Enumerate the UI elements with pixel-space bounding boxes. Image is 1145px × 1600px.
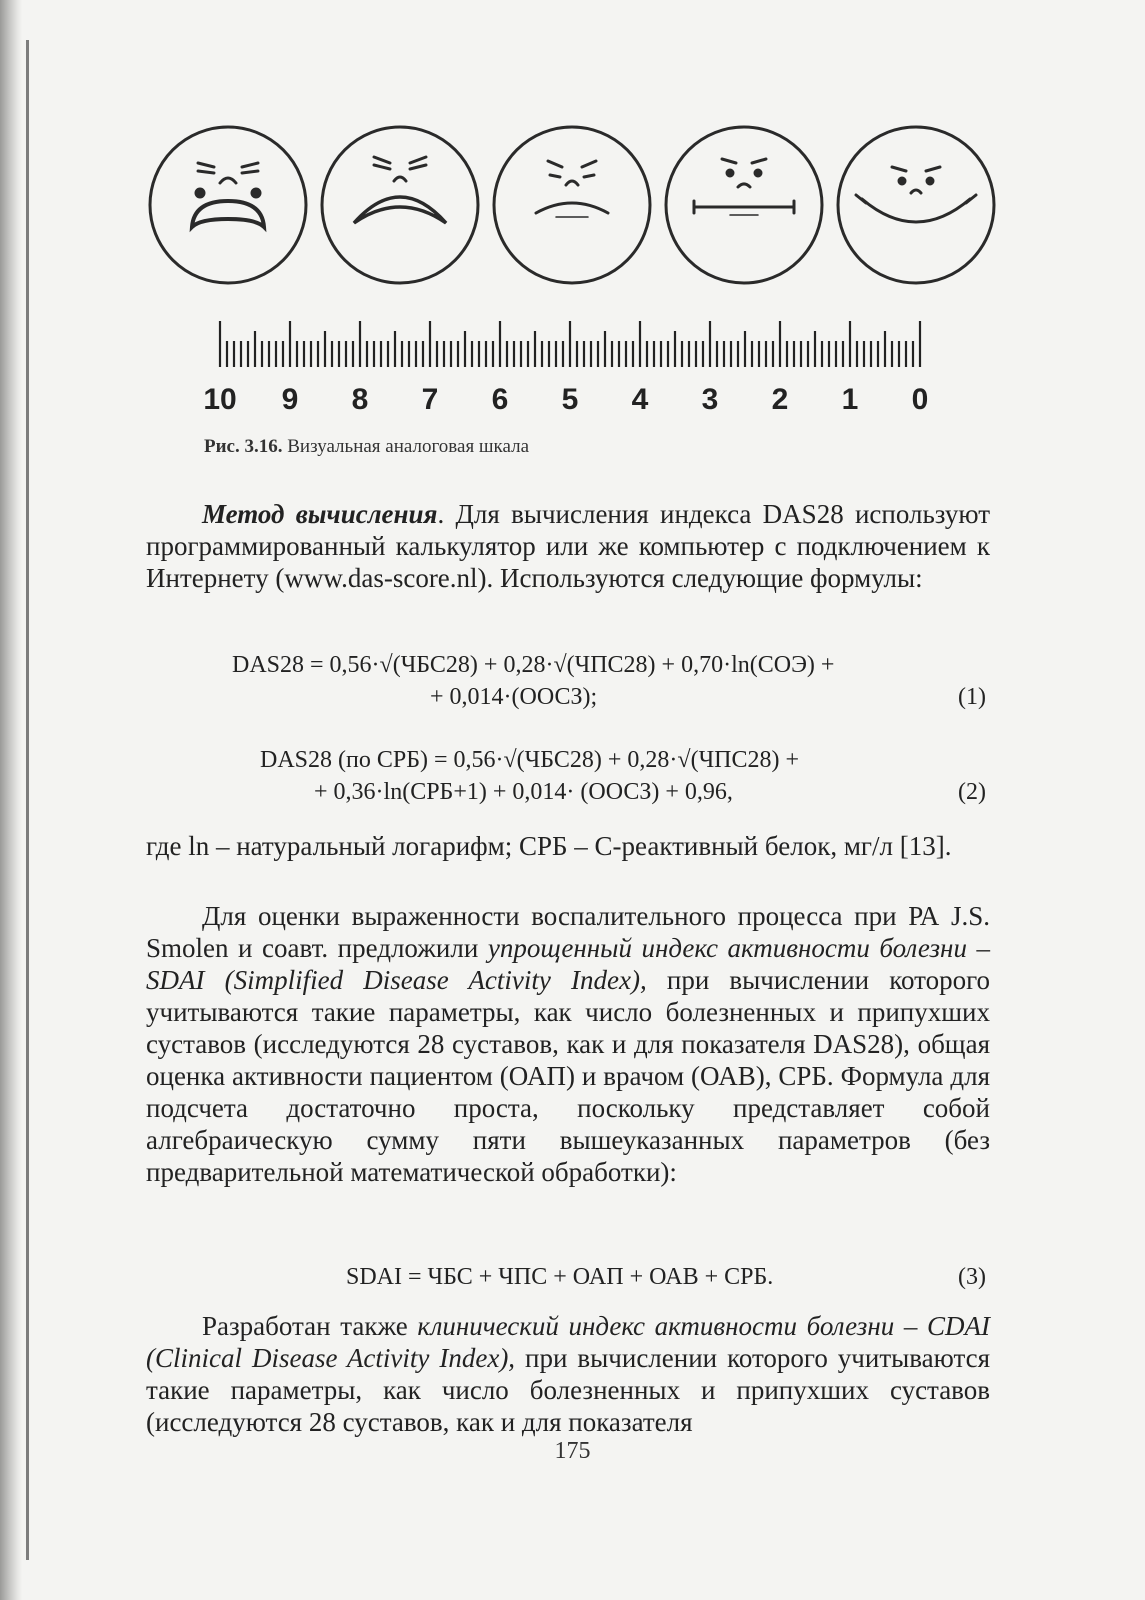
scale-label: 5 [561,383,579,416]
method-lead: Метод вычисления [202,499,438,529]
scale-label: 2 [771,383,789,416]
face-crying-icon [150,127,306,283]
paragraph-method [146,498,990,594]
caption-text: Визуальная аналоговая шкала [282,436,530,457]
formula-2-number: (2) [958,779,986,805]
scale-label: 3 [701,383,719,416]
face-happy-icon [838,127,994,283]
formula-1-number: (1) [958,684,986,710]
faces-row [140,100,1000,310]
scale-label: 7 [421,383,439,416]
scale-label: 0 [911,383,929,416]
formula-3-line-1: SDAI = ЧБС + ЧПС + ОАП + ОАВ + СРБ. [346,1264,774,1290]
scale-label: 4 [631,383,649,416]
paragraph-ln-definition: где ln – натуральный логарифм; СРБ – С-реактивный белок, мг/л [13]. [146,831,952,861]
sdai-part-2: при вычислении которого учитываются такие параметры, как число болезненных и припухших суставов (исследуются 28 суставов, как и для показателя DAS28), общая оценка активности пациентом (ОАП) и врачом (ОАВ), СРБ. Формула для подсчета достаточно проста, поскольку представляет собой алгебраическую сумму пяти вышеуказанных параметров (без предварительной математической обработки): [146,965,991,1187]
visual-analog-scale [190,305,950,425]
sdai-part-1: Для оценки выраженности воспалительного процесса при РА J.S. Smolen и соавт. предложили [146,901,990,963]
formula-1-line-1: DAS28 = 0,56·√(ЧБС28) + 0,28·√(ЧПС28) + 0,70·ln(СОЭ) + [232,652,835,678]
face-unhappy-icon [494,127,650,283]
face-sad-icon [322,127,478,283]
book-spine-shadow [0,0,22,1600]
paragraph-cdai [146,1310,990,1438]
scale-label: 6 [491,383,509,416]
sdai-italic: упрощенный индекс активности болезни – SDAI (Simplified Disease Activity Index), [146,933,990,995]
formula-1-line-2: + 0,014·(ООСЗ); [430,684,598,710]
page-number: 175 [554,1438,591,1464]
cdai-part-2: при вычислении которого учитываются такие параметры, как число болезненных и припухших суставов (исследуются 28 суставов, как и для показателя [146,1343,990,1437]
formula-3-number: (3) [958,1264,986,1290]
paragraph-sdai [146,900,990,1188]
scale-label: 8 [351,383,369,416]
method-text: . Для вычисления индекса DAS28 используют программированный калькулятор или же компьютер с подключением к Интернету (www.das-score.nl). Используются следующие формулы: [146,499,990,593]
scale-label: 9 [281,383,299,416]
cdai-part-1: Разработан также [202,1311,418,1341]
formula-2-line-1: DAS28 (по СРБ) = 0,56·√(ЧБС28) + 0,28·√(ЧПС28) + [260,747,800,773]
scale-label: 1 [841,383,859,416]
formula-2-line-2: + 0,36·ln(СРБ+1) + 0,014· (ООСЗ) + 0,96, [314,779,733,805]
cdai-italic: клинический индекс активности болезни – CDAI (Clinical Disease Activity Index), [146,1311,991,1373]
face-neutral-icon [666,127,822,283]
figure-caption [204,436,529,458]
caption-label: Рис. 3.16. [204,436,283,457]
page-edge-line [26,40,29,1560]
scale-label: 10 [203,383,237,416]
